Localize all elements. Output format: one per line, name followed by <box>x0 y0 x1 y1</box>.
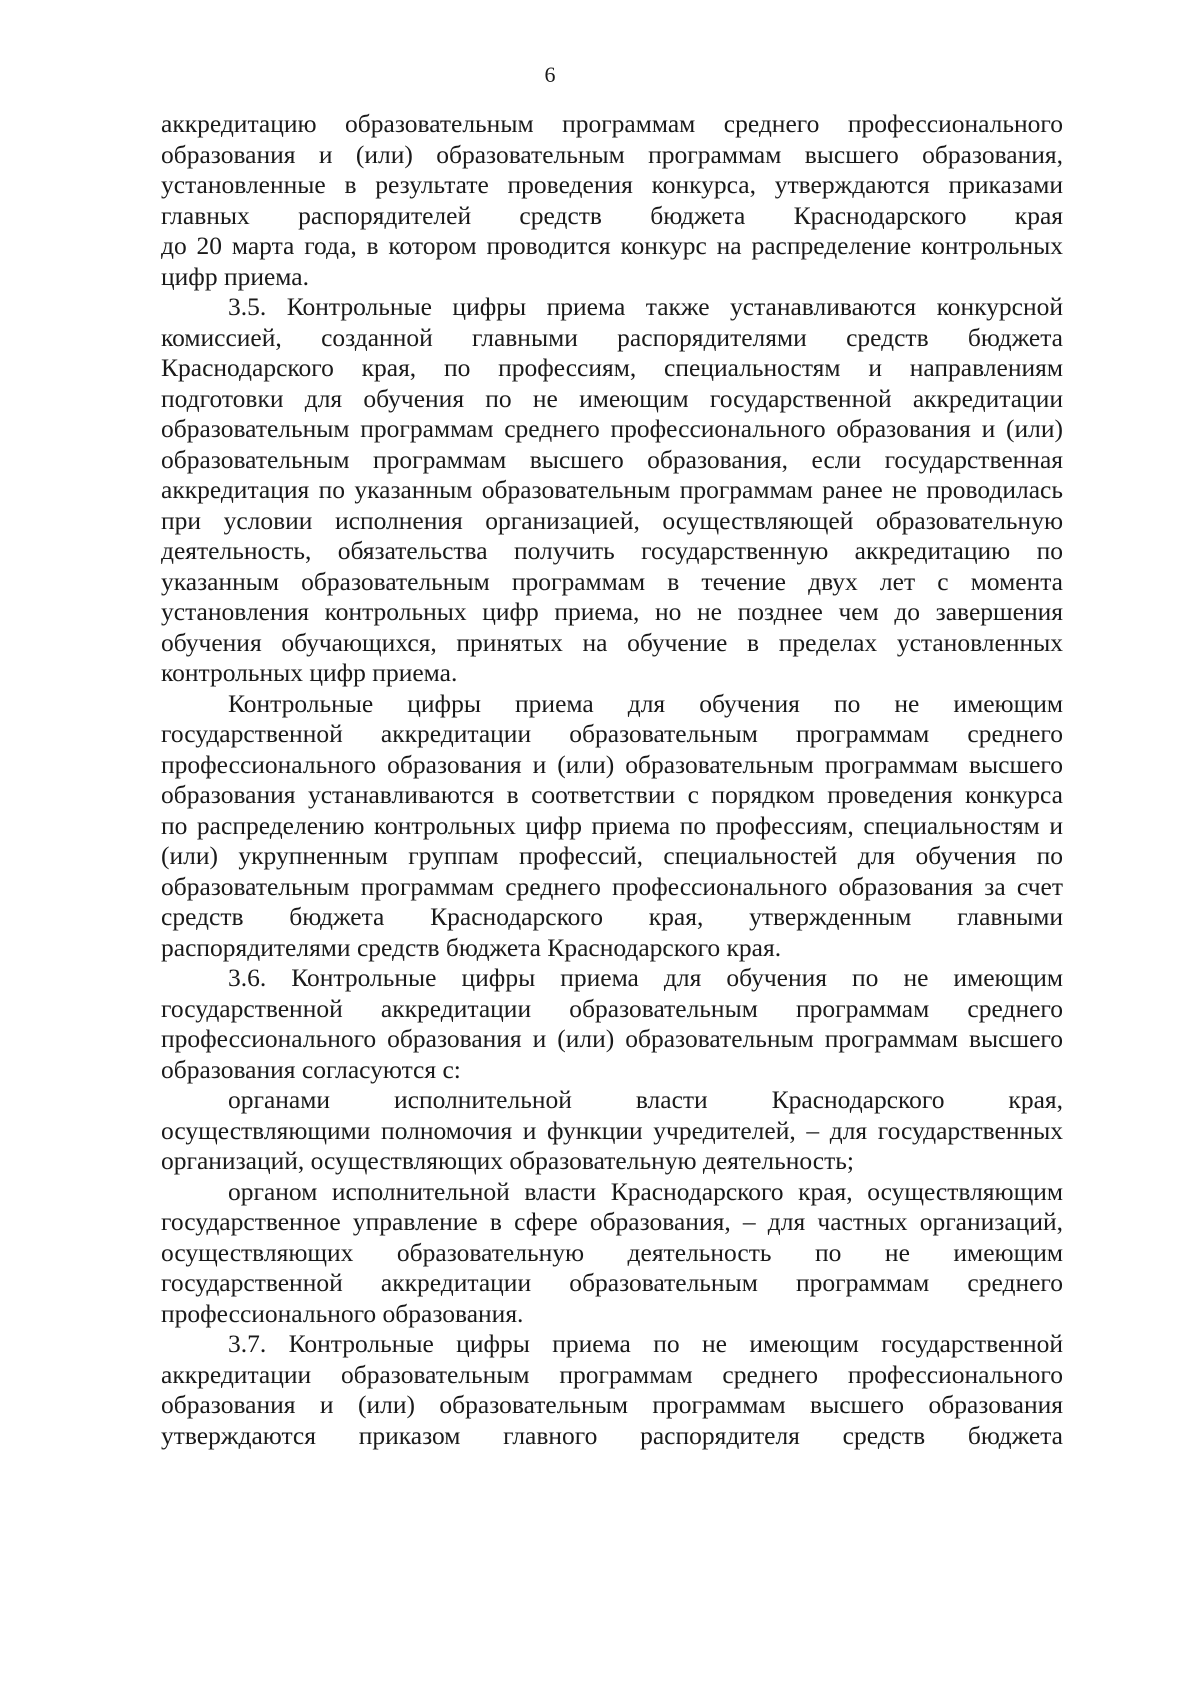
text-line: образования и (или) образовательным программам высшего образования <box>161 1390 1063 1419</box>
text-line: контрольных цифр приема. <box>161 658 458 687</box>
text-line: профессионального образования и (или) образовательным программам высшего <box>161 749 1063 779</box>
text-line: комиссией, созданной главными распорядителями средств бюджета <box>161 322 1063 352</box>
document-body <box>161 109 1063 1451</box>
text-line: Краснодарского края, по профессиям, специальностям и направлениям <box>161 353 1063 382</box>
text-line: установления контрольных цифр приема, но не позднее чем до завершения <box>161 597 1063 626</box>
text-line: профессионального образования и (или) образовательным программам высшего <box>161 1024 1063 1053</box>
paragraph <box>161 689 1063 964</box>
paragraph <box>161 1329 1063 1451</box>
text-line: главных распорядителей средств бюджета Краснодарского края <box>161 200 1063 230</box>
text-line: органами исполнительной власти Краснодарского края, <box>228 1085 1063 1114</box>
text-line: органом исполнительной власти Краснодарского края, осуществляющим <box>228 1176 1063 1206</box>
text-line: деятельность, обязательства получить государственную аккредитацию по <box>161 536 1063 565</box>
paragraph <box>161 292 1063 689</box>
text-line: цифр приема. <box>161 261 309 291</box>
text-line: профессионального образования. <box>161 1298 524 1328</box>
paragraph <box>161 1177 1063 1330</box>
text-line: указанным образовательным программам в течение двух лет с момента <box>161 566 1063 596</box>
text-line: осуществляющих образовательную деятельность по не имеющим <box>161 1237 1063 1267</box>
text-line: 3.6. Контрольные цифры приема для обучения по не имеющим <box>228 963 1063 992</box>
text-line: образовательным программам высшего образования, если государственная <box>161 444 1063 474</box>
text-line: по распределению контрольных цифр приема по профессиям, специальностям и <box>161 810 1063 840</box>
text-line: средств бюджета Краснодарского края, утвержденным главными <box>161 902 1063 931</box>
paragraph <box>161 109 1063 292</box>
text-line: Контрольные цифры приема для обучения по не имеющим <box>228 688 1063 718</box>
text-line: государственной аккредитации образовательным программам среднего <box>161 719 1063 748</box>
text-line: образования устанавливаются в соответствии с порядком проведения конкурса <box>161 780 1063 809</box>
text-line: обучения обучающихся, принятых на обучение в пределах установленных <box>161 627 1063 657</box>
text-line: до 20 марта года, в котором проводится конкурс на распределение контрольных <box>161 231 1063 260</box>
text-line: образовательным программам среднего профессионального образования за счет <box>161 871 1063 901</box>
text-line: аккредитация по указанным образовательным программам ранее не проводилась <box>161 475 1063 504</box>
text-line: 3.7. Контрольные цифры приема по не имеющим государственной <box>228 1329 1063 1358</box>
text-line: образования согласуются с: <box>161 1054 461 1084</box>
text-line: государственной аккредитации образовательным программам среднего <box>161 1268 1063 1297</box>
text-line: образовательным программам среднего профессионального образования и (или) <box>161 414 1063 443</box>
paragraph <box>161 963 1063 1085</box>
text-line: установленные в результате проведения конкурса, утверждаются приказами <box>161 170 1063 199</box>
text-line: утверждаются приказом главного распорядителя средств бюджета <box>161 1420 1063 1450</box>
text-line: организаций, осуществляющих образовательную деятельность; <box>161 1146 854 1175</box>
text-line: подготовки для обучения по не имеющим государственной аккредитации <box>161 383 1063 413</box>
text-line: аккредитацию образовательным программам среднего профессионального <box>161 109 1063 138</box>
text-line: образования и (или) образовательным программам высшего образования, <box>161 139 1063 169</box>
text-line: распорядителями средств бюджета Краснодарского края. <box>161 932 782 962</box>
text-line: аккредитации образовательным программам среднего профессионального <box>161 1359 1063 1389</box>
page-number: 6 <box>544 62 556 87</box>
text-line: 3.5. Контрольные цифры приема также устанавливаются конкурсной <box>228 292 1063 321</box>
text-line: государственной аккредитации образовательным программам среднего <box>161 993 1063 1023</box>
text-line: государственное управление в сфере образования, – для частных организаций, <box>161 1207 1063 1236</box>
paragraph <box>161 1085 1063 1177</box>
text-line: осуществляющими полномочия и функции учредителей, – для государственных <box>161 1115 1063 1145</box>
text-line: (или) укрупненным группам профессий, специальностей для обучения по <box>161 841 1063 870</box>
text-line: при условии исполнения организацией, осуществляющей образовательную <box>161 505 1063 535</box>
